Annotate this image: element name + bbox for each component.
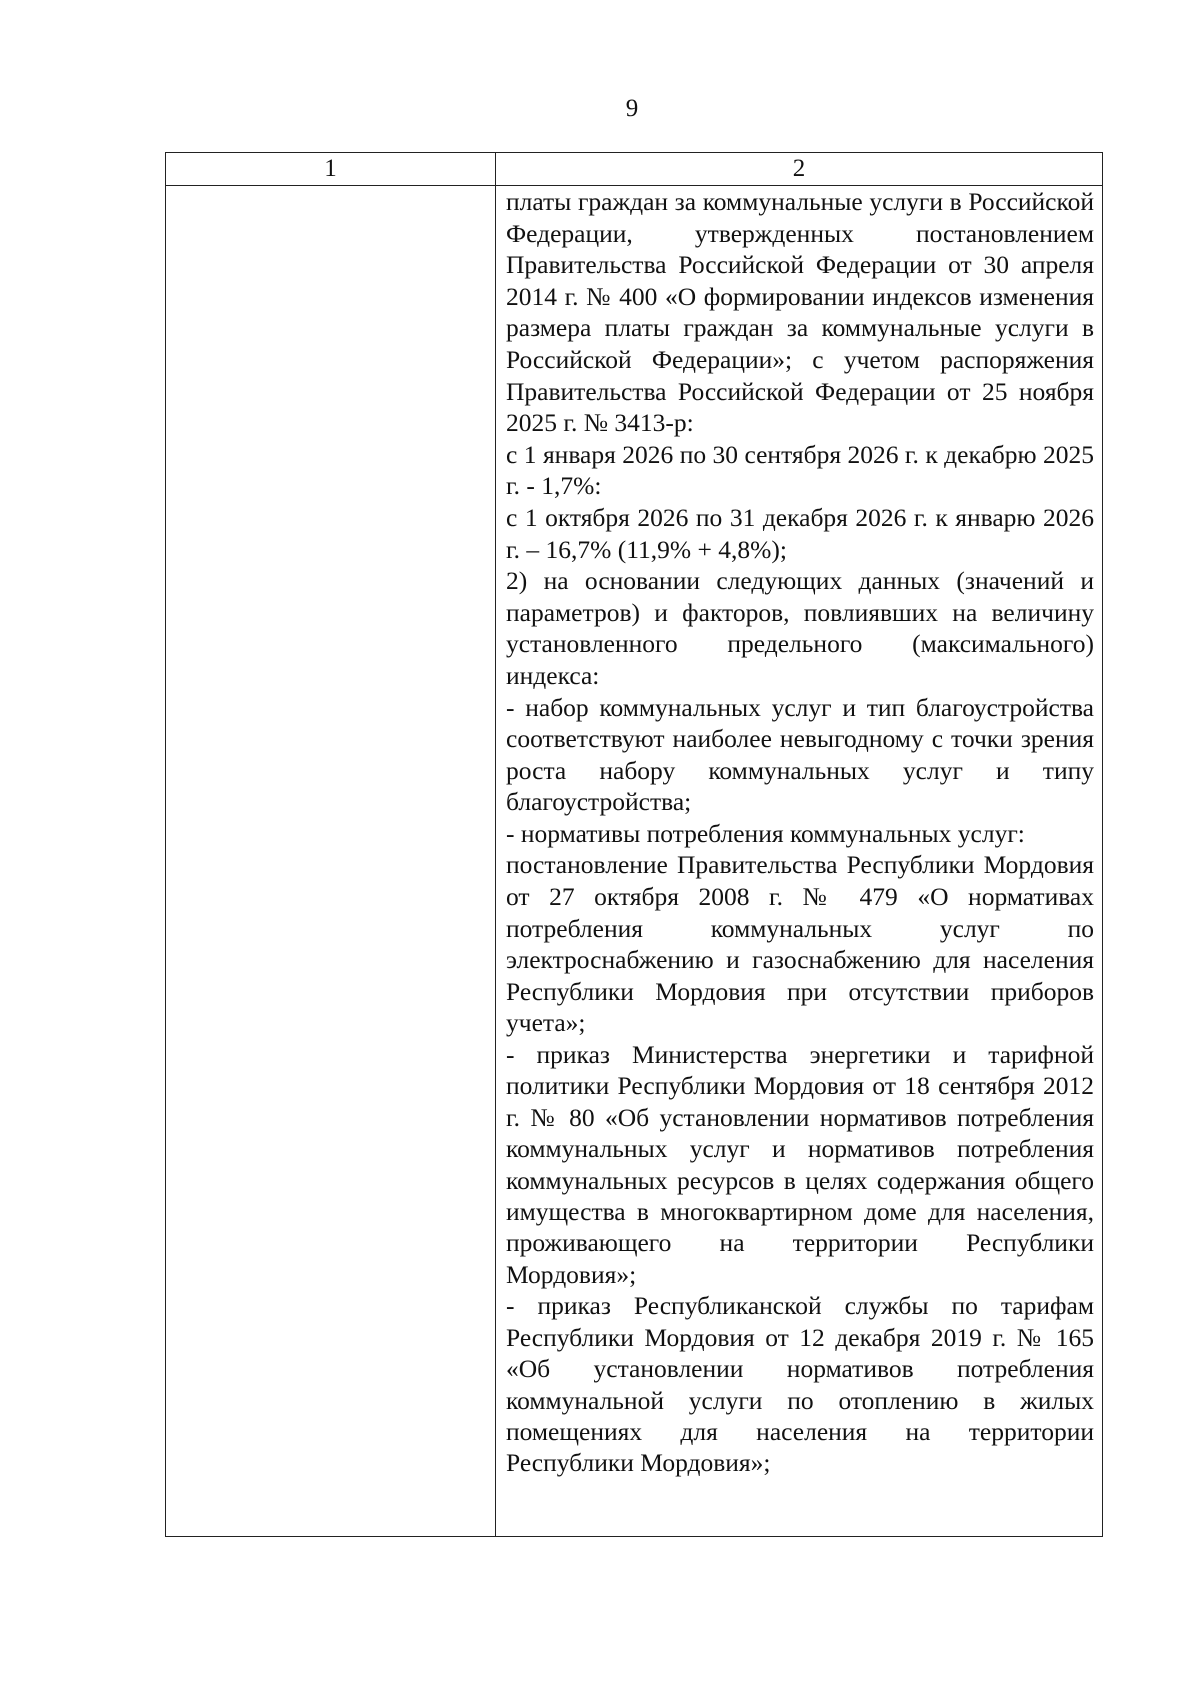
paragraph-resolution-479: постановление Правительства Республики Мордовия от 27 октября 2008 г. № 479 «О нормативах потребления коммунальных услуг по электроснабжению и газоснабжению для населения Республики Мордовия при отсутствии приборов учета»; (506, 850, 1094, 1038)
paragraph-order-80: - приказ Министерства энергетики и тарифной политики Республики Мордовия от 18 сентября 2012 г. № 80 «Об установлении нормативов потребления коммунальных услуг и нормативов потребления коммунальных ресурсов в целях содержания общего имущества в многоквартирном доме для населения, проживающего на территории Республики Мордовия»; (506, 1040, 1094, 1289)
paragraph-index-rules: платы граждан за коммунальные услуги в Российской Федерации, утвержденных постановлением Правительства Российской Федерации от 30 апреля 2014 г. № 400 «О формировании индексов изменения размера платы граждан за коммунальные услуги в Российской Федерации»; с учетом распоряжения Правительства Российской Федерации от 25 ноября 2025 г. № 3413-р: (506, 187, 1094, 438)
right-column-cell (496, 186, 1103, 1537)
paragraph-services-set: - набор коммунальных услуг и тип благоустройства соответствуют наиболее невыгодному с точки зрения роста набору коммунальных услуг и типу благоустройства; (506, 692, 1094, 817)
table-header-row (166, 153, 1103, 186)
left-column-cell (166, 186, 496, 1537)
table-row (166, 186, 1103, 1537)
paragraph-factors-intro: 2) на основании следующих данных (значений и параметров) и факторов, повлиявших на величину установленного предельного (максимального) индекса: (506, 566, 1094, 690)
column-header-1: 1 (166, 153, 496, 186)
paragraph-period-october: с 1 октября 2026 по 31 декабря 2026 г. к январю 2026 г. – 16,7% (11,9% + 4,8%); (506, 502, 1094, 564)
column-header-2: 2 (496, 153, 1103, 186)
paragraph-period-january: с 1 января 2026 по 30 сентября 2026 г. к декабрю 2025 г. - 1,7%: (506, 439, 1094, 501)
paragraph-order-165: - приказ Республиканской службы по тарифам Республики Мордовия от 12 декабря 2019 г. № 165 «Об установлении нормативов потребления коммунальной услуги по отоплению в жилых помещениях для населения на территории Республики Мордовия»; (506, 1291, 1094, 1478)
paragraph-consumption-norms: - нормативы потребления коммунальных услуг: (506, 818, 1025, 848)
page-number: 9 (625, 95, 639, 122)
document-table (165, 152, 1103, 1537)
